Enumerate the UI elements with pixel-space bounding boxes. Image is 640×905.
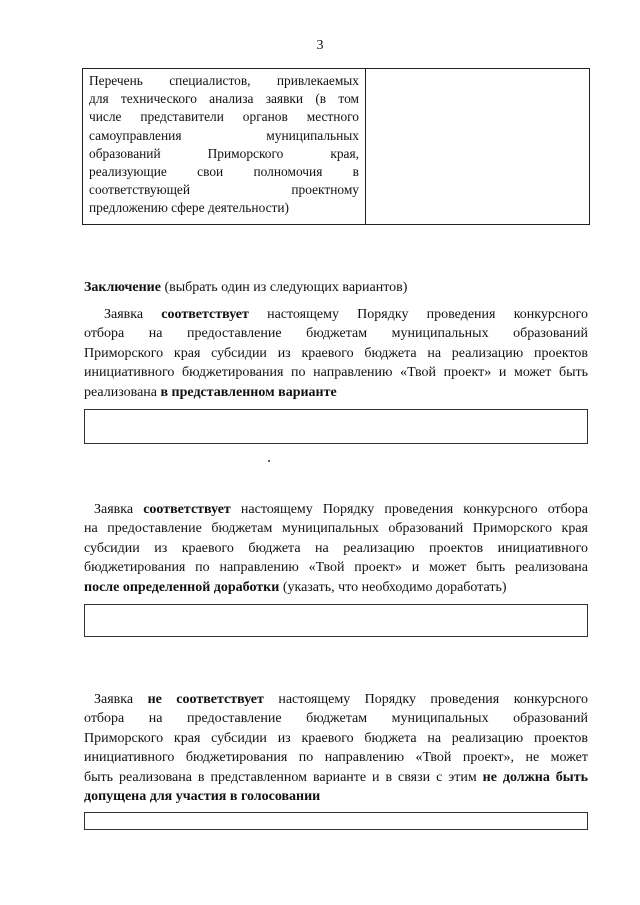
- option-line: реализована в представленном варианте: [84, 384, 337, 400]
- table-line: Перечень специалистов, привлекаемых: [89, 73, 359, 88]
- conclusion-title: [84, 280, 407, 296]
- option-line: быть реализована в представленном варианте и в связи с этим не должна быть: [84, 769, 588, 785]
- table-line: для технического анализа заявки (в том: [89, 91, 359, 107]
- page-number: 3: [316, 38, 324, 53]
- option-line: инициативного бюджетирования по направлению «Твой проект» и может быть: [84, 365, 588, 381]
- option-line: Заявка соответствует настоящему Порядку проведения конкурсного отбора: [94, 502, 588, 517]
- option-line: на предоставление бюджетам муниципальных образований Приморского края: [84, 521, 588, 537]
- option-line: субсидии из краевого бюджета на реализацию проектов инициативного: [84, 540, 588, 556]
- option-2-answer-box[interactable]: [84, 604, 588, 637]
- table-line: числе представители органов местного: [89, 109, 359, 125]
- table-line: самоуправления муниципальных: [89, 127, 359, 143]
- conclusion-title-bold: Заключение: [84, 280, 161, 295]
- option-line: Приморского края субсидии из краевого бюджета на реализацию проектов: [84, 345, 588, 361]
- specialists-label-cell: [83, 69, 366, 224]
- option-line: Заявка не соответствует настоящему Порядку проведения конкурсного: [94, 692, 588, 707]
- table-line: образований Приморского края,: [89, 145, 359, 161]
- specialists-value-cell[interactable]: [366, 69, 589, 224]
- option-3-text: [84, 690, 588, 806]
- option-line: Приморского края субсидии из краевого бюджета на реализацию проектов: [84, 730, 588, 746]
- option-3-answer-box[interactable]: [84, 812, 588, 830]
- option-line: после определенной доработки (указать, что необходимо доработать): [84, 579, 507, 595]
- option-1-text: [84, 305, 588, 402]
- specialists-table: [82, 68, 590, 225]
- option-line: инициативного бюджетирования по направлению «Твой проект», не может: [84, 750, 588, 766]
- option-1-answer-box[interactable]: [84, 409, 588, 444]
- table-line: реализующие свои полномочия в: [89, 163, 359, 179]
- conclusion-title-note: (выбрать один из следующих вариантов): [160, 280, 408, 295]
- table-line: соответствующей проектному: [89, 182, 359, 198]
- table-line: предложению сфере деятельности): [89, 200, 290, 216]
- option-line: бюджетирования по направлению «Твой проект» и может быть реализована: [84, 560, 588, 576]
- stray-mark: [268, 460, 270, 462]
- option-2-text: [84, 500, 588, 597]
- option-line: допущена для участия в голосовании: [84, 788, 321, 804]
- option-line: отбора на предоставление бюджетам муниципальных образований: [84, 711, 588, 727]
- option-line: отбора на предоставление бюджетам муниципальных образований: [84, 326, 588, 342]
- option-line: Заявка соответствует настоящему Порядку проведения конкурсного: [104, 307, 588, 322]
